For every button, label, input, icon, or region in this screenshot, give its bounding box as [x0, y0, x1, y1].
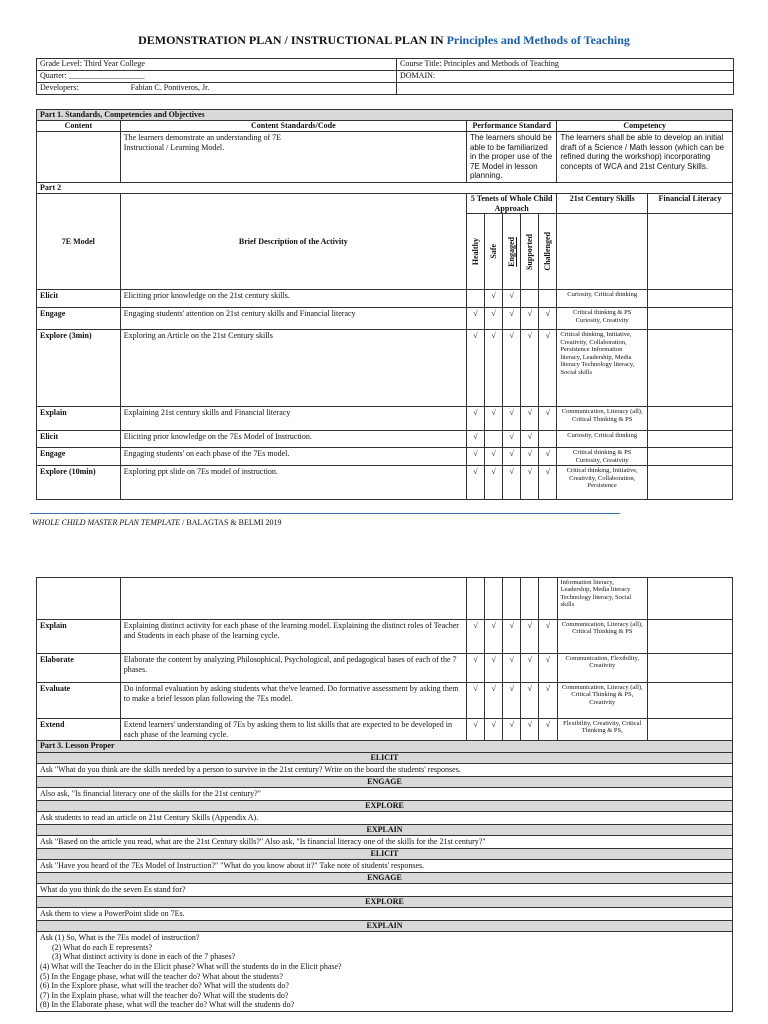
- developers-value: Fabian C. Pontiveros, Jr.: [130, 83, 210, 92]
- part2-heading: Part 2: [37, 182, 733, 193]
- phase-body-row: [37, 764, 733, 777]
- quarter: Quarter: ___________________: [37, 71, 397, 83]
- tenet-check: √: [485, 308, 503, 330]
- tenet-check: √: [503, 466, 521, 500]
- phase-body-row: [37, 884, 733, 897]
- phase-body: Ask "What do you think are the skills needed by a person to survive in the 21st century? Write on the board the students' responses.: [37, 764, 733, 777]
- financial-cell: [647, 407, 732, 431]
- tenet-challenged: [539, 214, 557, 290]
- activity-row: [37, 466, 733, 500]
- phase-header: EXPLAIN: [37, 921, 733, 932]
- financial-cell: [648, 654, 733, 683]
- tenet-check: √: [503, 620, 521, 654]
- activity-description: Eliciting prior knowledge on the 7Es Model of Instruction.: [120, 431, 466, 448]
- tenet-check: √: [485, 290, 503, 308]
- part3-heading-row: [37, 741, 733, 753]
- continued-check: [467, 578, 485, 620]
- activity-row: [37, 683, 733, 719]
- financial-cell: [647, 330, 732, 407]
- header-table: [36, 58, 734, 95]
- skills-cell: Critical thinking, Initiative, Creativity, Collaboration, Persistence Information literacy, Leadership, Media literacy Technology literacy, Social skills: [557, 330, 648, 407]
- standards-text: [120, 132, 466, 183]
- skills-cell: Critical thinking & PS Curiosity, Creativity: [557, 308, 648, 330]
- activity-description: Engaging students' on each phase of the 7Es model.: [120, 448, 466, 466]
- tenet-check: √: [521, 308, 539, 330]
- tenet-check: √: [467, 719, 485, 741]
- skills-cell: Communication, Literacy (all), Critical Thinking & PS, Creativity: [557, 683, 648, 719]
- financial-cell: [648, 719, 733, 741]
- tenet-check: √: [503, 683, 521, 719]
- col-competency: Competency: [557, 121, 733, 132]
- phase-header-row: [37, 897, 733, 908]
- phase-body: Ask "Have you heard of the 7Es Model of Instruction?" "What do you know about it?" Take note of students' responses.: [37, 860, 733, 873]
- activity-row: [37, 620, 733, 654]
- phase-body: What do you think do the seven Es stand for?: [37, 884, 733, 897]
- tenet-check: √: [539, 654, 557, 683]
- skills-cell: Communication, Literacy (all), Critical Thinking & PS: [557, 407, 648, 431]
- phase-header: ELICIT: [37, 849, 733, 860]
- continued-skills: Information literacy, Leadership, Media literacy Technology literacy, Social skills: [557, 578, 648, 620]
- activity-phase: Explore (3min): [37, 330, 121, 407]
- phase-body-row: [37, 788, 733, 801]
- activity-phase: Elicit: [37, 290, 121, 308]
- tenet-check: √: [503, 407, 521, 431]
- tenet-check: √: [467, 620, 485, 654]
- question-line: Ask (1) So, What is the 7Es model of instruction?: [40, 933, 200, 943]
- continued-check: [521, 578, 539, 620]
- footer-rule: [30, 513, 620, 514]
- developers: [37, 83, 397, 95]
- performance-text: The learners should be able to be familiarized in the proper use of the 7E Model in lesson planning.: [466, 132, 556, 183]
- activity-phase: Elicit: [37, 431, 121, 448]
- domain: DOMAIN:: [397, 71, 734, 83]
- tenet-label: Engaged: [506, 236, 516, 267]
- phase-body-row: [37, 860, 733, 873]
- skills-cell: Curiosity, Critical thinking: [557, 290, 648, 308]
- tenet-check: √: [485, 683, 503, 719]
- questions-row: [37, 932, 733, 1012]
- phase-header-row: [37, 849, 733, 860]
- activity-row: [37, 407, 733, 431]
- col-standards: [120, 121, 466, 132]
- tenet-check: [485, 431, 503, 448]
- phase-header-row: [37, 801, 733, 812]
- phase-header-row: [37, 753, 733, 764]
- phase-header: EXPLORE: [37, 801, 733, 812]
- tenet-check: √: [485, 719, 503, 741]
- question-line: (6) In the Explore phase, what will the teacher do? What will the students do?: [40, 981, 289, 991]
- tenet-check: √: [539, 719, 557, 741]
- tenet-check: √: [485, 330, 503, 407]
- questions-cell: [37, 932, 733, 1012]
- tenet-check: √: [521, 330, 539, 407]
- tenet-check: √: [521, 683, 539, 719]
- continued-check: [503, 578, 521, 620]
- financial-cell: [648, 620, 733, 654]
- tenet-check: √: [466, 308, 484, 330]
- standards-text-body: The learners demonstrate an understanding of 7E Instructional / Learning Model.: [123, 133, 281, 152]
- col-standards-label: Content Standards/Code: [250, 121, 336, 130]
- tenet-check: √: [485, 654, 503, 683]
- tenet-label: Healthy: [470, 238, 480, 266]
- phase-header-row: [37, 921, 733, 932]
- tenet-check: √: [466, 330, 484, 407]
- skills-cell: Communication, Literacy (all), Critical Thinking & PS: [557, 620, 648, 654]
- tenet-check: √: [466, 466, 484, 500]
- financial-cell: [647, 448, 732, 466]
- tenet-label: Supported: [524, 233, 534, 270]
- activity-phase: Explore (10min): [37, 466, 121, 500]
- activity-row: [37, 448, 733, 466]
- question-line: (3) What distinct activity is done in each of the 7 phases?: [52, 952, 236, 962]
- continued-desc: [120, 578, 466, 620]
- activity-phase: Evaluate: [37, 683, 121, 719]
- col-performance: Performance Standard: [466, 121, 556, 132]
- tenet-check: [539, 290, 557, 308]
- document-title: [0, 33, 768, 47]
- activity-description: Exploring an Article on the 21st Century skills: [120, 330, 466, 407]
- continued-phase: [37, 578, 121, 620]
- tenet-check: √: [466, 431, 484, 448]
- phase-body-row: [37, 908, 733, 921]
- tenet-check: √: [485, 448, 503, 466]
- phase-body: Ask them to view a PowerPoint slide on 7Es.: [37, 908, 733, 921]
- content-cell: [37, 132, 121, 183]
- question-line: (5) In the Engage phase, what will the teacher do? What about the students?: [40, 971, 283, 981]
- continued-check: [485, 578, 503, 620]
- tenet-check: √: [503, 431, 521, 448]
- grade-level: Grade Level: Third Year College: [37, 59, 397, 71]
- tenet-check: √: [521, 719, 539, 741]
- title-main: DEMONSTRATION PLAN / INSTRUCTIONAL PLAN IN: [138, 33, 447, 47]
- phase-body: Ask students to read an article on 21st Century Skills (Appendix A).: [37, 812, 733, 825]
- page-footer: [32, 518, 282, 528]
- phase-header: EXPLORE: [37, 897, 733, 908]
- developers-label: Developers:: [40, 83, 79, 92]
- phase-header: ENGAGE: [37, 777, 733, 788]
- financial-cell: [647, 308, 732, 330]
- plan-table-top: [36, 109, 733, 500]
- tenet-check: [466, 290, 484, 308]
- tenet-check: √: [485, 620, 503, 654]
- competency-text: The learners shall be able to develop an initial draft of a Science / Math lesson (which can be refined during the workshop) incorporating concepts of WCA and 21st Century Skills.: [557, 132, 733, 183]
- activity-description: Eliciting prior knowledge on the 21st century skills.: [120, 290, 466, 308]
- activity-description: Explaining 21st century skills and Financial literacy: [120, 407, 466, 431]
- part3-heading: Part 3. Lesson Proper: [37, 741, 733, 753]
- continued-fin: [648, 578, 733, 620]
- financial-cell: [647, 290, 732, 308]
- col-7e-model: 7E Model: [37, 193, 121, 289]
- phase-body-row: [37, 836, 733, 849]
- tenet-safe: [485, 214, 503, 290]
- phase-header: EXPLAIN: [37, 825, 733, 836]
- tenet-check: √: [466, 448, 484, 466]
- activity-description: Engaging students' attention on 21st century skills and Financial literacy: [120, 308, 466, 330]
- activity-row: [37, 308, 733, 330]
- tenet-check: [539, 431, 557, 448]
- activity-row: [37, 290, 733, 308]
- skills-cell: Communication, Flexibility, Creativity: [557, 654, 648, 683]
- tenet-check: [521, 290, 539, 308]
- col-financial-literacy: Financial Literacy: [647, 193, 732, 213]
- tenet-label: Safe: [488, 244, 498, 259]
- phase-header: ELICIT: [37, 753, 733, 764]
- tenet-check: √: [485, 407, 503, 431]
- tenet-check: √: [539, 308, 557, 330]
- tenet-check: √: [467, 683, 485, 719]
- tenet-check: √: [503, 448, 521, 466]
- col-tenets: 5 Tenets of Whole Child Approach: [466, 193, 556, 213]
- tenet-check: √: [539, 330, 557, 407]
- phase-header-row: [37, 825, 733, 836]
- question-line: (8) In the Elaborate phase, what will the teacher do? What will the students do?: [40, 1000, 295, 1010]
- phase-header-row: [37, 873, 733, 884]
- phase-header: ENGAGE: [37, 873, 733, 884]
- financial-cell: [647, 466, 732, 500]
- tenet-check: √: [503, 719, 521, 741]
- skills-cell: Flexibility, Creativity, Critical Thinking & PS,: [557, 719, 648, 741]
- phase-body: Ask "Based on the article you read, what are the 21st Century skills?" Also ask, "Is financial literacy one of the skills for the 21st century?": [37, 836, 733, 849]
- activity-description: Extend learners' understanding of 7Es by asking them to list skills that are expected to be developed in each phase of the learning cycle.: [120, 719, 466, 741]
- tenet-check: √: [521, 407, 539, 431]
- tenet-check: √: [521, 654, 539, 683]
- course-title: Course Title: Principles and Methods of Teaching: [397, 59, 734, 71]
- col-content: Content: [37, 121, 121, 132]
- col-21st-skills: 21st Century Skills: [557, 193, 648, 213]
- tenet-check: √: [539, 448, 557, 466]
- part1-heading: Part 1. Standards, Competencies and Objectives: [37, 110, 733, 121]
- skills-cell: Critical thinking, Initiative, Creativity, Collaboration, Persistence: [557, 466, 648, 500]
- tenet-engaged: [503, 214, 521, 290]
- activity-phase: Extend: [37, 719, 121, 741]
- question-line: (4) What will the Teacher do in the Elicit phase? What will the students do in the Elicit phase?: [40, 961, 342, 971]
- financial-cell: [647, 431, 732, 448]
- activity-row: [37, 431, 733, 448]
- tenet-check: √: [539, 466, 557, 500]
- fin-header-blank: [647, 214, 732, 290]
- skills-cell: Critical thinking & PS Curiosity, Creativity: [557, 448, 648, 466]
- continued-row: [37, 578, 733, 620]
- tenet-label: Challenged: [543, 232, 553, 271]
- tenet-check: √: [503, 290, 521, 308]
- skills-cell: Curiosity, Critical thinking: [557, 431, 648, 448]
- phase-body-row: [37, 812, 733, 825]
- footer-template: WHOLE CHILD MASTER PLAN TEMPLATE: [32, 518, 181, 527]
- question-line: (2) What do each E represents?: [52, 942, 153, 952]
- activity-row: [37, 719, 733, 741]
- tenet-check: √: [467, 654, 485, 683]
- empty-cell: [397, 83, 734, 95]
- tenet-check: √: [466, 407, 484, 431]
- tenet-check: √: [503, 654, 521, 683]
- activity-phase: Explain: [37, 620, 121, 654]
- continued-check: [539, 578, 557, 620]
- tenet-check: √: [539, 683, 557, 719]
- activity-description: Do informal evaluation by asking students what the've learned. Do formative assessment by asking them to make a brief lesson plan following the 7Es model.: [120, 683, 466, 719]
- tenet-check: √: [539, 620, 557, 654]
- tenet-check: √: [521, 431, 539, 448]
- activity-description: Exploring ppt slide on 7Es model of instruction.: [120, 466, 466, 500]
- title-subject: Principles and Methods of Teaching: [446, 33, 630, 47]
- tenet-supported: [521, 214, 539, 290]
- activity-description: Explaining distinct activity for each phase of the learning model. Explaining the distinct roles of Teacher and Students in each phase of the learning cycle.: [120, 620, 466, 654]
- activity-row: [37, 330, 733, 407]
- tenet-check: √: [521, 466, 539, 500]
- tenet-check: √: [503, 308, 521, 330]
- phase-body: Also ask, "Is financial literacy one of the skills for the 21st century?": [37, 788, 733, 801]
- activity-phase: Explain: [37, 407, 121, 431]
- tenet-check: √: [521, 448, 539, 466]
- activity-row: [37, 654, 733, 683]
- tenet-healthy: [466, 214, 484, 290]
- phase-header-row: [37, 777, 733, 788]
- tenet-check: √: [539, 407, 557, 431]
- financial-cell: [648, 683, 733, 719]
- skills-header-blank: [557, 214, 648, 290]
- tenet-check: √: [503, 330, 521, 407]
- activity-phase: Engage: [37, 448, 121, 466]
- col-description: Brief Description of the Activity: [120, 193, 466, 289]
- activity-description: Elaborate the content by analyzing Philosophical, Psychological, and pedagogical bases of each of the 7 phases.: [120, 654, 466, 683]
- plan-table-bottom: [36, 577, 733, 1012]
- tenet-check: √: [521, 620, 539, 654]
- activity-phase: Engage: [37, 308, 121, 330]
- question-line: (7) In the Explain phase, what will the teacher do? What will the students do?: [40, 990, 289, 1000]
- footer-credit: / BALAGTAS & BELMI 2019: [180, 518, 282, 527]
- tenet-check: √: [485, 466, 503, 500]
- activity-phase: Elaborate: [37, 654, 121, 683]
